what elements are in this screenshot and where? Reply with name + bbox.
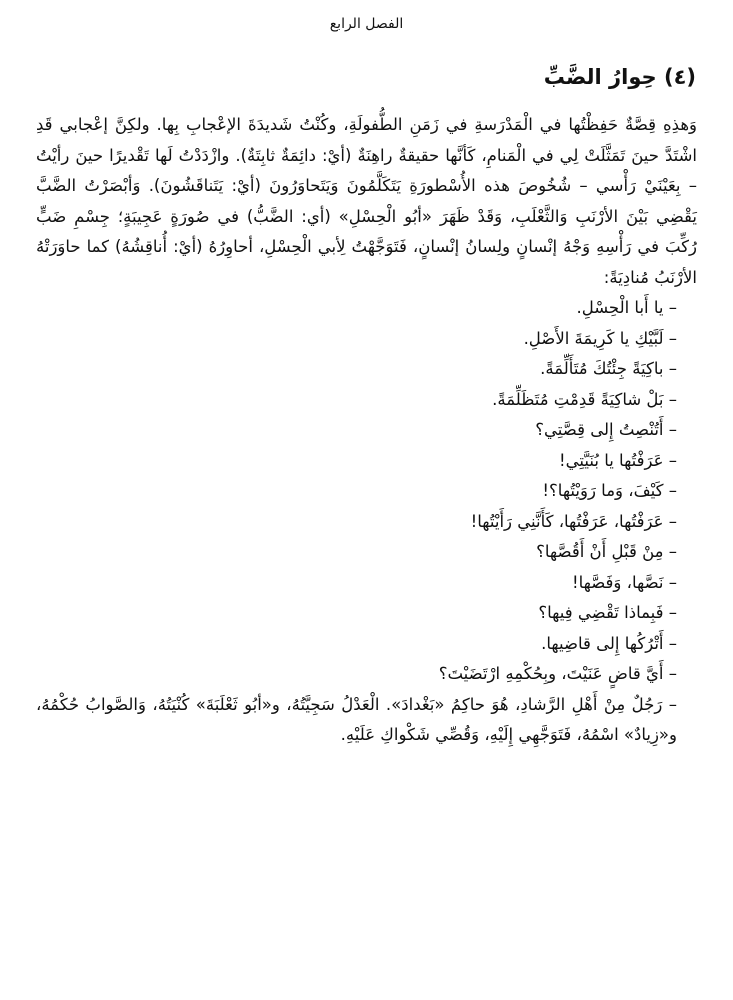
dialogue-line: – رَجُلٌ مِنْ أَهْلِ الرَّشادِ، هُوَ حاكِمُ «بَغْدادَ». الْعَدْلُ سَجِيَّتُهُ، و«أبُو ثَعْلَبَةَ» كُنْيَتُهُ، وَالصَّوابُ حُكْمُهُ، و«زِيادٌ» اسْمُهُ، فَتَوَجَّهِي إِلَيْهِ، وَقُصِّي شَكْواكِ عَلَيْهِ. (36, 694, 677, 744)
dialogue-line: – أَتْرُكُها إِلى قاضِيها. (541, 633, 677, 653)
dialogue-line: – بَلْ شاكِيَةً قَدِمْتِ مُتَظَلِّمَةً. (492, 389, 677, 409)
dialogue-line: – نَصَّها، وَفَصَّها! (571, 572, 677, 592)
running-header: الفصل الرابع (329, 16, 404, 32)
dialogue-line: – عَرَفْتُها، عَرَفْتُها، كَأَنَّنِي رَأَيْتُها! (470, 511, 677, 531)
dialogue-line: – لَبَّيْكِ يا كَرِيمَةَ الأَصْلِ. (523, 328, 677, 348)
intro-paragraph: وَهذِهِ قِصَّةٌ حَفِظْتُها في الْمَدْرَسةِ في زَمَنِ الطُّفولَةِ، وكُنْتُ شَديدَةَ الإعْجابِ بِها. ولكِنَّ إعْجابي قَدِ اشْتَدَّ حينَ تَمَثَّلَتْ لِي في الْمَنامِ، كَأنَّها حقيقةٌ راهِنَةٌ (أيْ: دائِمَةٌ ثابِتَةٌ). وازْدَدْتُ لَها تَقْديرًا حينَ رأيْتُ – بِعَيْنَيْ رَأْسي – شُخُوصَ هذه الأُسْطورَةِ يَتَكَلَّمُونَ وَيَتَحاوَرُونَ (أيْ: يَتَناقَشُونَ). وَأبْصَرْتُ الضَّبَّ يَقْضِي بَيْنَ الأرْنَبِ وَالثَّعْلَبِ، وَقَدْ ظَهَرَ «أبُو الْحِسْلِ» (أي: الضَّبُّ) في صُورَةٍ عَجِيبَةٍ؛ جِسْمِ ضَبٍّ رُكِّبَ في رَأْسِهِ وَجْهُ إنْسانٍ ولِسانُ إنْسانٍ، فَتَوَجَّهْتُ لِأبي الْحِسْلِ، أحاوِرُهُ (أيْ: أُناقِشُهُ) كما حاوَرَتْهُ الأرْنَبُ مُنادِيَةً: (36, 115, 697, 287)
story-body (36, 110, 697, 751)
dialogue-list (36, 293, 697, 751)
dialogue-line: – كَيْفَ، وَما رَوَيْتُها؟! (542, 481, 677, 500)
section-title: (٤) حِوارُ الضَّبِّ (543, 65, 696, 89)
dialogue-line: – باكِيَةً جِئْتُكَ مُتَأَلِّمَةً. (540, 359, 677, 378)
dialogue-line: – يا أَبا الْحِسْلِ. (576, 298, 677, 317)
dialogue-line: – أَيَّ قاضٍ عَنَيْتَ، وبِحُكْمِهِ ارْتَضَيْتَ؟ (438, 664, 677, 683)
dialogue-line: – أَتُنْصِتُ إِلى قِصَّتِي؟ (535, 420, 677, 439)
dialogue-line: – عَرَفْتُها يا بُنَيَّتِي! (559, 450, 677, 470)
dialogue-line: – مِنْ قَبْلِ أَنْ أَقُصَّها؟ (536, 542, 677, 561)
dialogue-line: – فَبِماذا تَقْضِي فِيها؟ (538, 603, 677, 622)
